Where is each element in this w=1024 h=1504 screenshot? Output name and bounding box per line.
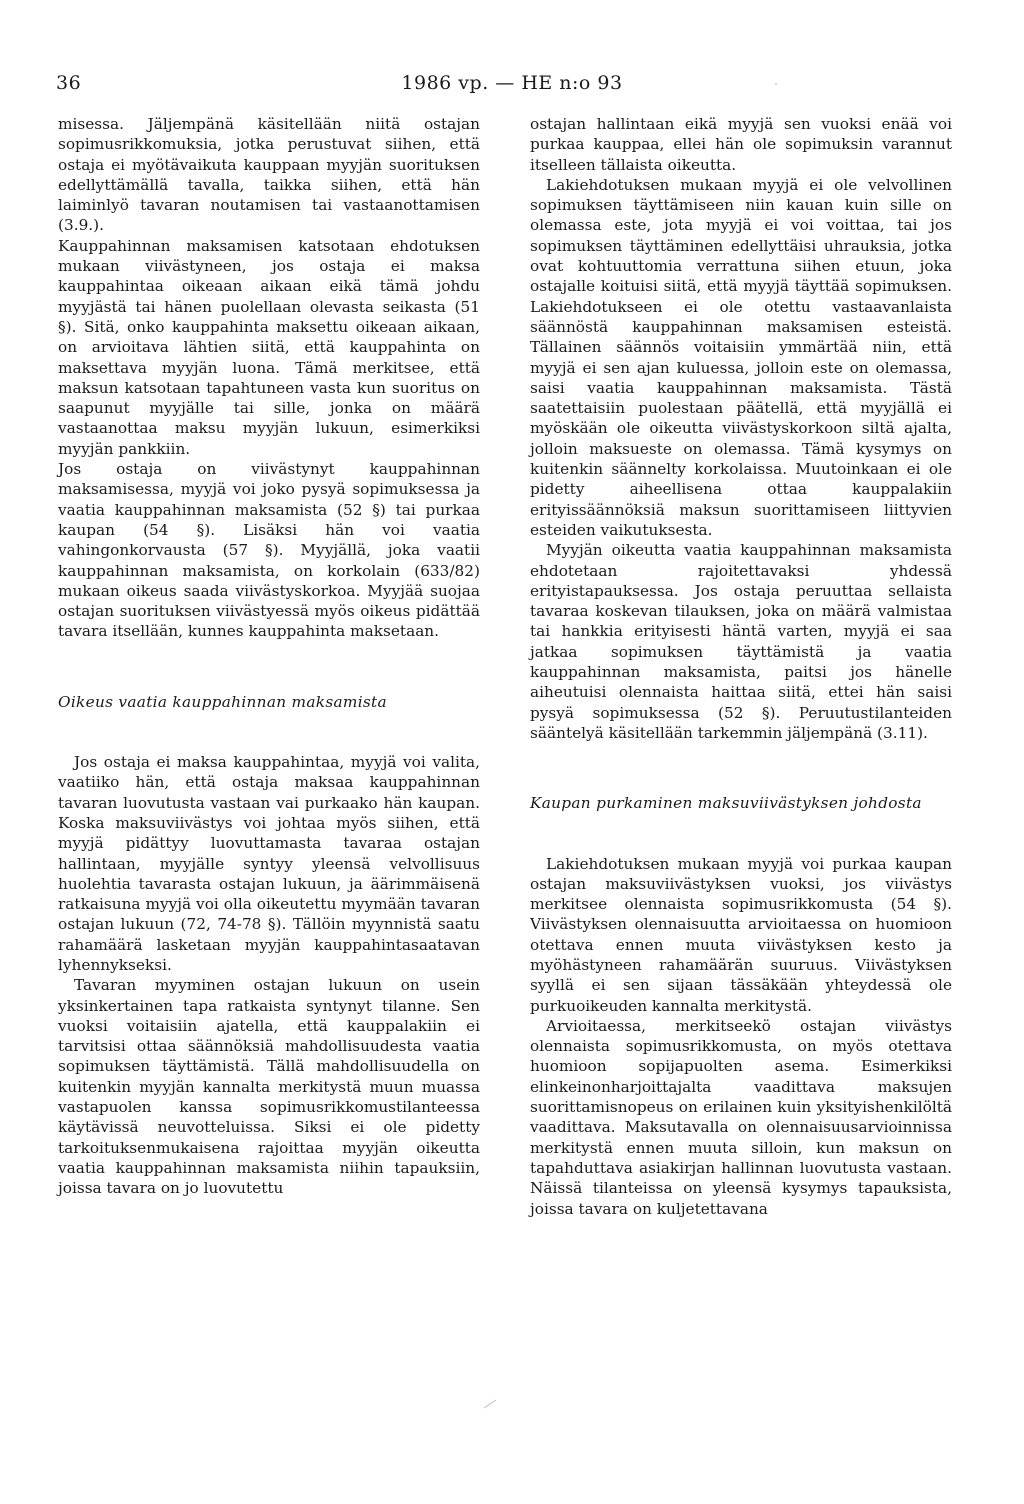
- right-paragraph-4: Lakiehdotuksen mukaan myyjä voi purkaa kaupan ostajan maksuviivästyksen vuoksi, jos viivästys merkitsee olennaista sopimusrikkomusta (54 §). Viivästyksen olennaisuutta arvioitaessa on huomioon otettava ennen muuta viivästyksen kesto ja myöhästyneen rahamäärän suuruus. Viivästyksen syyllä ei sen sijaan tässäkään yhteydessä ole purkuoikeuden kannalta merkitystä.: [530, 854, 952, 1015]
- left-paragraph-5: Tavaran myyminen ostajan lukuun on usein yksinkertainen tapa ratkaista syntynyt tilanne. Sen vuoksi voitaisiin ajatella, että kauppalakiin ei tarvitsisi ottaa säännöksiä mahdollisuudesta vaatia sopimuksen täyttämistä. Tällä mahdollisuudella on kuitenkin myyjän kannalta merkitystä muun muassa vastapuolen kanssa sopimusrikkomustilanteessa käytävissä neuvotteluissa. Siksi ei ole pidetty tarkoituksenmukaisena rajoittaa myyjän oikeutta vaatia kauppahinnan maksamista niihin tapauksiin, joissa tavara on jo luovutettu: [58, 976, 480, 1198]
- left-column: [58, 114, 480, 1199]
- left-paragraph-2: Kauppahinnan maksamisen katsotaan ehdotuksen mukaan viivästyneen, jos ostaja ei maksa kauppahintaa oikeaan aikaan eikä tämä johdu myyjästä tai hänen puolellaan olevasta seikasta (51 §). Sitä, onko kauppahinta maksettu oikeaan aikaan, on arvioitava lähtien siitä, että kauppahinta on maksettava myyjän luona. Tämä merkitsee, että maksun katsotaan tapahtuneen vasta kun suoritus on saapunut myyjälle tai sille, jonka on määrä vastaanottaa maksu myyjän lukuun, esimerkiksi myyjän pankkiin.: [58, 236, 480, 458]
- right-paragraph-3: Myyjän oikeutta vaatia kauppahinnan maksamista ehdotetaan rajoitettavaksi yhdessä erityistapauksessa. Jos ostaja peruuttaa sellaista tavaraa koskevan tilauksen, joka on määrä valmistaa tai hankkia erityisesti häntä varten, myyjä ei saa jatkaa sopimuksen täyttämistä ja vaatia kauppahinnan maksamista, paitsi jos hänelle aiheutuisi olennaista haittaa siitä, ettei hän saisi pysyä sopimuksessa (52 §). Peruutustilanteiden sääntelyä käsitellään tarkemmin jäljempänä (3.11).: [530, 541, 952, 742]
- right-paragraph-2: Lakiehdotuksen mukaan myyjä ei ole velvollinen sopimuksen täyttämiseen niin kauan kuin sille on olemassa este, jota myyjä ei voi voittaa, tai jos sopimuksen täyttäminen edellyttäisi uhrauksia, jotka ovat kohtuuttomia verrattuna siihen etuun, joka ostajalle koituisi siitä, että myyjä täyttää sopimuksen. Lakiehdotukseen ei ole otettu vastaavanlaista säännöstä kauppahinnan maksamisen esteistä. Tällainen säännös voitaisiin ymmärtää niin, että myyjä ei sen ajan kuluessa, jolloin este on olemassa, saisi vaatia kauppahinnan maksamista. Tästä saatettaisiin puolestaan päätellä, että myyjällä ei myöskään ole oikeutta viivästyskorkoon siltä ajalta, jolloin maksueste on olemassa. Tämä kysymys on kuitenkin säännelty korkolaissa. Muutoinkaan ei ole pidetty aiheellisena ottaa kauppalakiin erityissäännöksiä maksun suorittamiseen liittyvien esteiden vaikutuksesta.: [530, 175, 952, 539]
- right-paragraph-1: ostajan hallintaan eikä myyjä sen vuoksi enää voi purkaa kauppaa, ellei hän ole sopimuksin varannut itselleen tällaista oikeutta.: [530, 115, 952, 174]
- running-head: 1986 vp. — HE n:o 93: [401, 72, 623, 94]
- scan-speck: [484, 1400, 496, 1408]
- left-paragraph-3: Jos ostaja on viivästynyt kauppahinnan maksamisessa, myyjä voi joko pysyä sopimuksessa ja vaatia kauppahinnan maksamista (52 §) tai purkaa kaupan (54 §). Lisäksi hän voi vaatia vahingonkorvausta (57 §). Myyjällä, joka vaatii kauppahinnan maksamista, on korkolain (633/82) mukaan oikeus saada viivästyskorkoa. Myyjää suojaa ostajan suorituksen viivästyessä myös oikeus pidättää tavara itsellään, kunnes kauppahinta maksetaan.: [58, 460, 480, 641]
- right-column: [530, 114, 952, 1219]
- page-number: 36: [56, 72, 82, 94]
- right-paragraph-5: Arvioitaessa, merkitseekö ostajan viivästys olennaista sopimusrikkomusta, on myös otettava huomioon sopijapuolten asema. Esimerkiksi elinkeinonharjoittajalta vaadittava maksujen suorittamisnopeus on erilainen kuin yksityishenkilöltä vaadittava. Maksutavalla on olennaisuusarvioinnissa merkitystä ennen muuta silloin, kun maksun on tapahduttava asiakirjan hallinnan luovutusta vastaan. Näissä tilanteissa on yleensä kysymys tapauksista, joissa tavara on kuljetettavana: [530, 1016, 952, 1218]
- left-paragraph-1: misessa. Jäljempänä käsitellään niitä ostajan sopimusrikkomuksia, jotka perustuvat siihen, että ostaja ei myötävaikuta kauppaan myyjän suorituksen edellyttämällä tavalla, taikka siihen, että hän laiminlyö tavaran noutamisen tai vastaanottamisen (3.9.).: [58, 115, 480, 235]
- section-heading-payment-demand: Oikeus vaatia kauppahinnan maksamista: [58, 692, 387, 711]
- left-paragraph-4: Jos ostaja ei maksa kauppahintaa, myyjä voi valita, vaatiiko hän, että ostaja maksaa kauppahinnan tavaran luovutusta vastaan vai purkaako hän kaupan. Koska maksuviivästys voi johtaa myös siihen, että myyjä pidättyy luovuttamasta tavaraa ostajan hallintaan, myyjälle syntyy yleensä velvollisuus huolehtia tavarasta ostajan lukuun, ja äärimmäisenä ratkaisuna myyjä voi olla oikeutettu myymään tavaran ostajan lukuun (72, 74-78 §). Tällöin myynnistä saatu rahamäärä lasketaan myyjän kauppahintasaatavan lyhennykseksi.: [58, 753, 480, 974]
- section-heading-cancellation: Kaupan purkaminen maksuviivästyksen johdosta: [530, 794, 922, 813]
